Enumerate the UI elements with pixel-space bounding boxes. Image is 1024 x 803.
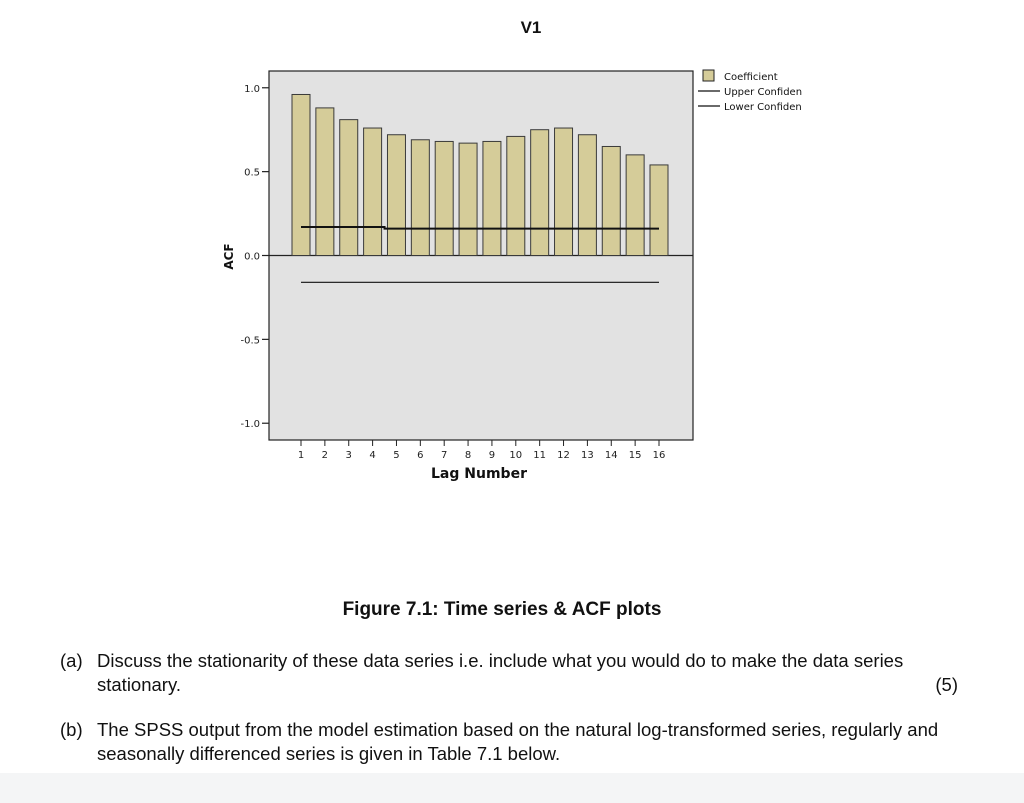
x-tick-label: 7: [441, 450, 448, 461]
bar: [316, 108, 334, 256]
bar: [364, 128, 382, 255]
question-a-label: (a): [60, 650, 83, 671]
x-tick-label: 8: [464, 450, 472, 461]
x-tick-label: 16: [652, 450, 666, 461]
bar: [459, 143, 477, 255]
x-tick-label: 12: [557, 450, 570, 461]
question-a: [60, 649, 958, 697]
question-b: [60, 718, 958, 766]
bar: [555, 128, 573, 255]
y-tick-label: 0.0: [244, 251, 260, 263]
x-tick-label: 3: [345, 450, 352, 461]
x-tick-label: 2: [321, 450, 329, 461]
question-b-label: (b): [60, 719, 83, 740]
bar: [602, 146, 620, 255]
bar: [435, 141, 453, 255]
x-tick-label: 5: [393, 450, 400, 461]
y-axis-label: ACF: [222, 243, 236, 270]
x-tick-label: 14: [604, 450, 618, 461]
bar: [387, 135, 405, 256]
bar: [531, 130, 549, 256]
x-tick-label: 6: [417, 450, 424, 461]
bar: [626, 155, 644, 256]
y-tick-label: 1.0: [244, 83, 260, 95]
chart-title: V1: [520, 18, 542, 37]
y-tick-label: 0.5: [244, 167, 260, 179]
x-axis-label: Lag Number: [431, 466, 527, 482]
bar: [483, 141, 501, 255]
legend-label-upper: Upper Confiden: [724, 87, 803, 98]
y-tick-label: -0.5: [240, 335, 260, 347]
bar: [292, 94, 310, 255]
y-tick-label: -1.0: [240, 419, 260, 431]
legend-swatch-coefficient: [703, 70, 714, 81]
x-tick-label: 11: [533, 450, 547, 461]
bar: [578, 135, 596, 256]
x-tick-label: 13: [581, 450, 594, 461]
question-a-text: Discuss the stationarity of these data series i.e. include what you would do to make the data series stationary.: [97, 650, 904, 695]
x-tick-label: 15: [628, 450, 642, 461]
bar: [507, 136, 525, 255]
page-footer-band: [0, 773, 1024, 803]
legend-label-lower: Lower Confiden: [724, 102, 802, 113]
bar: [650, 165, 668, 256]
question-a-marks: (5): [935, 674, 958, 695]
x-tick-label: 9: [488, 450, 496, 461]
x-tick-label: 4: [369, 450, 376, 461]
bar: [340, 120, 358, 256]
bar: [411, 140, 429, 256]
x-tick-label: 10: [509, 450, 523, 461]
legend-label-coefficient: Coefficient: [724, 72, 778, 83]
question-b-text: The SPSS output from the model estimation based on the natural log-transformed series, regularly and seasonally differenced series is given in Table 7.1 below.: [97, 719, 939, 764]
figure-caption: Figure 7.1: Time series & ACF plots: [342, 599, 662, 620]
x-tick-label: 1: [297, 450, 305, 461]
